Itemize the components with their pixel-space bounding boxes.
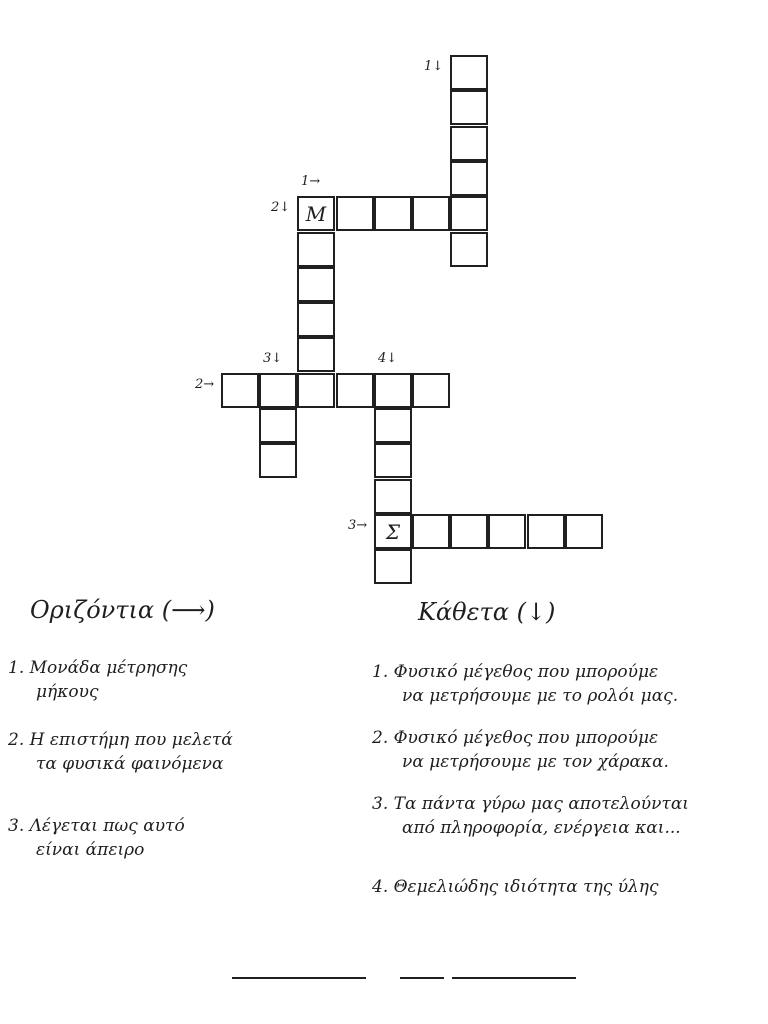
clue-number: 3↓ (263, 351, 283, 366)
clue-line: 2. Η επιστήμη που μελετά (8, 730, 233, 750)
grid-cell[interactable] (450, 161, 488, 196)
clue-number: 3→ (348, 518, 368, 533)
clue-line: να μετρήσουμε με τον χάρακα. (402, 752, 669, 772)
down-clue-1 (372, 660, 678, 708)
bottom-rule (400, 977, 444, 979)
grid-cell[interactable] (297, 302, 335, 337)
down-clue-4 (372, 875, 659, 899)
bottom-rule (452, 977, 576, 979)
bottom-rule (232, 977, 366, 979)
grid-cell[interactable] (565, 514, 603, 549)
grid-cell[interactable] (527, 514, 565, 549)
clue-line: τα φυσικά φαινόμενα (36, 754, 224, 774)
grid-cell[interactable] (221, 373, 259, 408)
grid-cell[interactable] (297, 232, 335, 267)
grid-cell[interactable] (297, 267, 335, 302)
clue-number: 4↓ (378, 351, 398, 366)
grid-cell[interactable] (297, 373, 335, 408)
clue-line: 2. Φυσικό μέγεθος που μπορούμε (372, 728, 659, 748)
down-heading: Κάθετα (↓) (418, 598, 556, 626)
clue-number: 1→ (301, 174, 321, 189)
grid-cell[interactable] (450, 232, 488, 267)
grid-cell[interactable] (259, 408, 297, 443)
grid-cell[interactable]: Μ (297, 196, 335, 231)
grid-cell[interactable] (450, 126, 488, 161)
clue-line: μήκους (36, 682, 99, 702)
across-clue-1 (8, 656, 187, 704)
grid-cell[interactable] (412, 514, 450, 549)
clue-number: 2→ (195, 377, 215, 392)
grid-cell[interactable] (374, 196, 412, 231)
clue-line: 4. Θεμελιώδης ιδιότητα της ύλης (372, 877, 659, 897)
grid-cell[interactable] (297, 337, 335, 372)
grid-cell[interactable] (336, 196, 374, 231)
clue-line: να μετρήσουμε με το ρολόι μας. (402, 686, 679, 706)
clue-number: 2↓ (271, 200, 291, 215)
down-clue-3 (372, 792, 689, 840)
across-heading: Οριζόντια (⟶) (30, 596, 215, 624)
grid-cell[interactable]: Σ (374, 514, 412, 549)
grid-cell[interactable] (412, 196, 450, 231)
grid-cell[interactable] (259, 373, 297, 408)
grid-cell[interactable] (374, 443, 412, 478)
grid-cell[interactable] (450, 55, 488, 90)
grid-cell[interactable] (374, 549, 412, 584)
grid-cell[interactable] (374, 408, 412, 443)
grid-cell[interactable] (450, 514, 488, 549)
clue-line: είναι άπειρο (36, 840, 145, 860)
grid-cell[interactable] (450, 90, 488, 125)
grid-cell[interactable] (259, 443, 297, 478)
clue-line: από πληροφορία, ενέργεια και... (402, 818, 681, 838)
across-clue-3 (8, 814, 185, 862)
grid-cell[interactable] (374, 479, 412, 514)
down-clue-2 (372, 726, 669, 774)
across-clue-2 (8, 728, 233, 776)
grid-cell[interactable] (374, 373, 412, 408)
clue-line: 1. Μονάδα μέτρησης (8, 658, 188, 678)
grid-cell[interactable] (488, 514, 526, 549)
grid-cell[interactable] (412, 373, 450, 408)
clue-line: 3. Τα πάντα γύρω μας αποτελούνται (372, 794, 689, 814)
grid-cell[interactable] (450, 196, 488, 231)
grid-cell[interactable] (336, 373, 374, 408)
clue-line: 1. Φυσικό μέγεθος που μπορούμε (372, 662, 659, 682)
clue-number: 1↓ (424, 59, 444, 74)
clue-line: 3. Λέγεται πως αυτό (8, 816, 185, 836)
